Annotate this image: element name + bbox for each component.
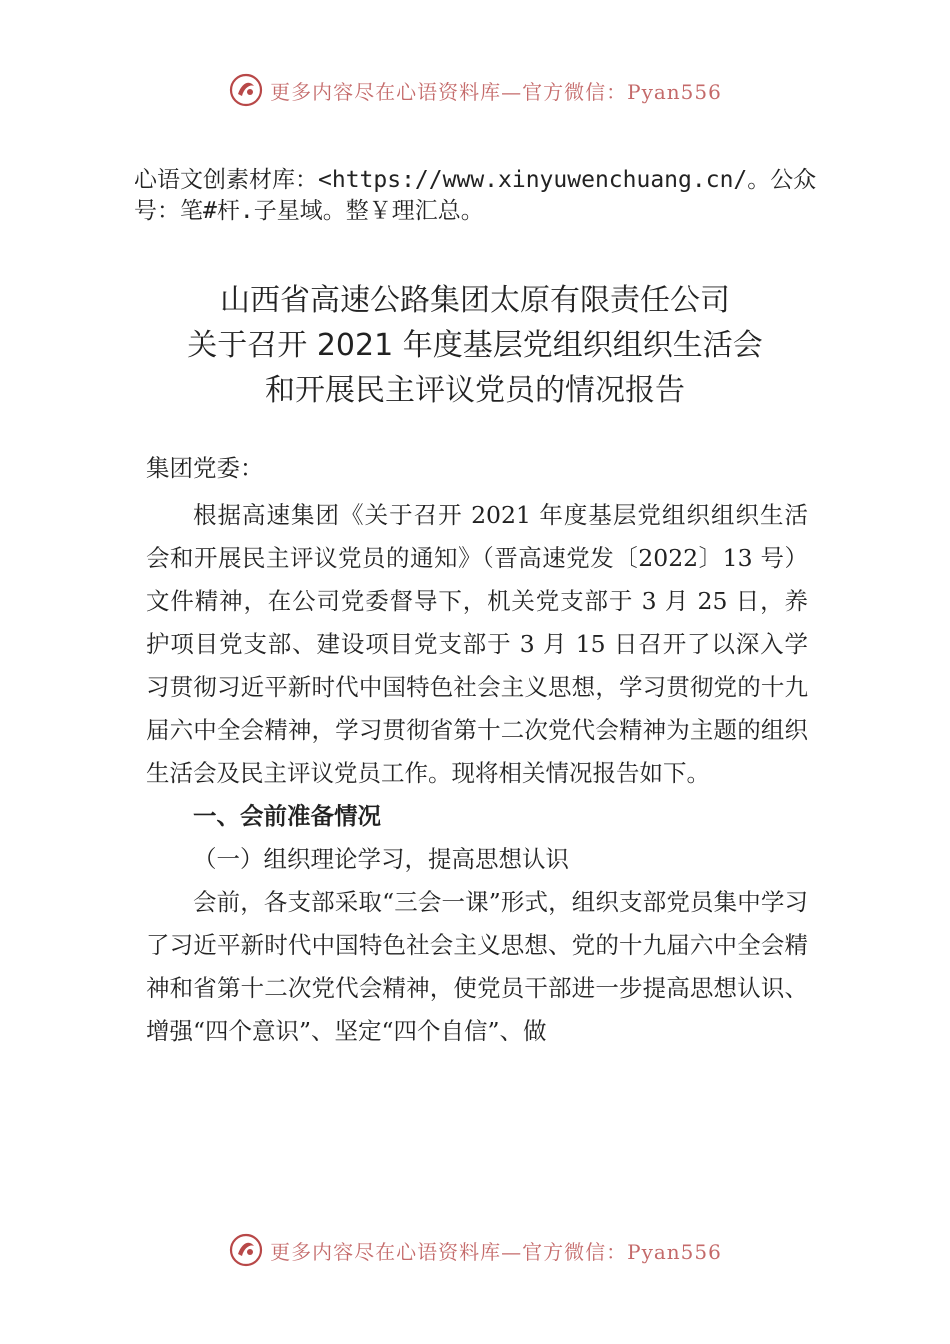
document-title <box>80 278 870 413</box>
footer-watermark <box>0 1232 950 1268</box>
document-body <box>146 447 808 1053</box>
paragraph-study: 会前，各支部采取“三会一课”形式，组织支部党员集中学习了习近平新时代中国特色社会主义思想、党的十九届六中全会精神和省第十二次党代会精神，使党员干部进一步提高思想认识、增强“四个意识”、坚定“四个自信”、做 <box>146 888 808 1045</box>
section-heading: 一、会前准备情况 <box>193 802 381 830</box>
subsection-heading: （一）组织理论学习，提高思想认识 <box>193 845 569 873</box>
title-line-3: 和开展民主评议党员的情况报告 <box>265 373 685 408</box>
salutation: 集团党委： <box>146 454 264 482</box>
flower-logo-icon <box>228 72 264 108</box>
title-line-2: 关于召开 2021 年度基层党组织组织生活会 <box>187 328 763 363</box>
paragraph-intro: 根据高速集团《关于召开 2021 年度基层党组织组织生活会和开展民主评议党员的通知》（晋高速党发〔2022〕13 号）文件精神，在公司党委督导下，机关党支部于 3 月 25 日，养护项目党支部、建设项目党支部于 3 月 15 日召开了以深入学习贯彻习近平新时代中国特色社会主义思想，学习贯彻党的十九届六中全会精神，学习贯彻省第十二次党代会精神为主题的组织生活会及民主评议党员工作。现将相关情况报告如下。 <box>146 501 808 787</box>
watermark-text: 更多内容尽在心语资料库—官方微信：Pyan556 <box>270 79 722 104</box>
source-line: 心语文创素材库：<https://www.xinyuwenchuang.cn/。公众号：笔#杆.子星域。整￥理汇总。 <box>134 167 817 224</box>
flower-logo-icon <box>228 1232 264 1268</box>
watermark-text: 更多内容尽在心语资料库—官方微信：Pyan556 <box>270 1239 722 1264</box>
title-line-1: 山西省高速公路集团太原有限责任公司 <box>220 283 730 318</box>
header-watermark <box>0 72 950 108</box>
